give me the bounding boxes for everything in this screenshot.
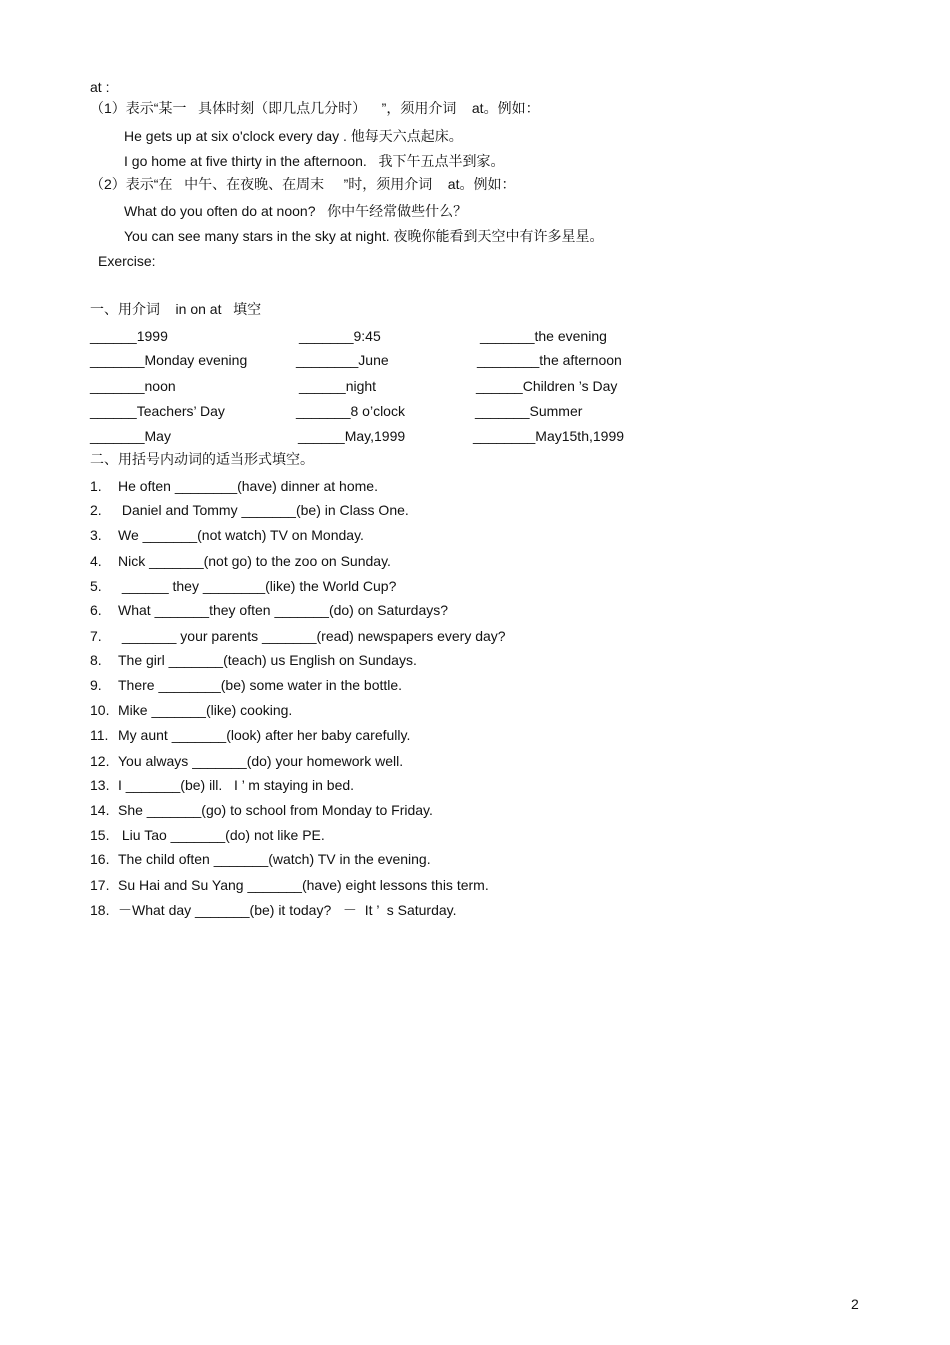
exercise-item: －What day _______(be) it today? － It ’ s Saturday.: [118, 902, 457, 918]
item-number: 13.: [90, 777, 110, 793]
blank-cell: ______May,1999: [298, 428, 406, 444]
blank-cell: ______1999: [90, 328, 168, 344]
item-number: 3.: [90, 527, 102, 543]
blank-cell: _______May: [90, 428, 171, 444]
item-number: 9.: [90, 677, 102, 693]
rule-2-example-2: You can see many stars in the sky at night. 夜晚你能看到天空中有许多星星。: [124, 228, 604, 244]
item-number: 7.: [90, 628, 102, 644]
item-number: 4.: [90, 553, 102, 569]
rule-1-example-2: I go home at five thirty in the afternoon. 我下午五点半到家。: [124, 153, 505, 169]
rule-1: （1）表示“某一 具体时刻（即几点几分时） ”，须用介词 at。例如：: [90, 100, 540, 116]
item-number: 11.: [90, 727, 109, 743]
item-number: 14.: [90, 802, 110, 818]
rule-2-example-1: What do you often do at noon? 你中午经常做些什么？: [124, 203, 468, 219]
exercise-item: I _______(be) ill. I ’ m staying in bed.: [118, 777, 355, 793]
exercise-item: Nick _______(not go) to the zoo on Sunday.: [118, 553, 391, 569]
exercise-item: Mike _______(like) cooking.: [118, 702, 293, 718]
item-number: 2.: [90, 502, 102, 518]
blank-cell: ________June: [296, 352, 389, 368]
exercise-item: She _______(go) to school from Monday to Friday.: [118, 802, 433, 818]
blank-cell: _______the evening: [480, 328, 607, 344]
exercise-item: The child often _______(watch) TV in the evening.: [118, 851, 431, 867]
exercise-item: There ________(be) some water in the bottle.: [118, 677, 403, 693]
exercise-item: My aunt _______(look) after her baby carefully.: [118, 727, 411, 743]
item-number: 18.: [90, 902, 110, 918]
section-2-title: 二、用括号内动词的适当形式填空。: [90, 451, 314, 467]
exercise-item: The girl _______(teach) us English on Sundays.: [118, 652, 417, 668]
item-number: 5.: [90, 578, 102, 594]
blank-cell: ________May15th,1999: [473, 428, 625, 444]
item-number: 16.: [90, 851, 110, 867]
rule-1-example-1: He gets up at six o'clock every day . 他每天六点起床。: [124, 128, 463, 144]
at-heading: at :: [90, 79, 110, 95]
blank-cell: _______noon: [90, 378, 176, 394]
item-number: 12.: [90, 753, 110, 769]
exercise-item: You always _______(do) your homework well.: [118, 753, 404, 769]
exercise-item: We _______(not watch) TV on Monday.: [118, 527, 364, 543]
rule-2: （2）表示“在 中午、在夜晚、在周末 ”时，须用介词 at。例如：: [90, 176, 516, 192]
section-1-title: 一、用介词 in on at 填空: [90, 301, 262, 317]
blank-cell: _______8 o’clock: [296, 403, 405, 419]
exercise-item: What _______they often _______(do) on Saturdays?: [118, 602, 449, 618]
exercise-item: ______ they ________(like) the World Cup?: [118, 578, 397, 594]
blank-cell: _______9:45: [299, 328, 381, 344]
page-number: 2: [851, 1296, 859, 1312]
blank-cell: ______night: [299, 378, 377, 394]
exercise-item: Liu Tao _______(do) not like PE.: [118, 827, 325, 843]
item-number: 10.: [90, 702, 110, 718]
exercise-item: Daniel and Tommy _______(be) in Class One.: [118, 502, 409, 518]
blank-cell: ______Children ’s Day: [476, 378, 618, 394]
exercise-item: Su Hai and Su Yang _______(have) eight lessons this term.: [118, 877, 489, 893]
exercise-item: He often ________(have) dinner at home.: [118, 478, 378, 494]
item-number: 15.: [90, 827, 110, 843]
item-number: 8.: [90, 652, 102, 668]
blank-cell: _______Monday evening: [90, 352, 248, 368]
item-number: 17.: [90, 877, 110, 893]
item-number: 1.: [90, 478, 102, 494]
blank-cell: ________the afternoon: [477, 352, 622, 368]
blank-cell: ______Teachers’ Day: [90, 403, 225, 419]
exercise-item: _______ your parents _______(read) newspapers every day?: [118, 628, 506, 644]
blank-cell: _______Summer: [475, 403, 583, 419]
item-number: 6.: [90, 602, 102, 618]
exercise-label: Exercise:: [98, 253, 156, 269]
